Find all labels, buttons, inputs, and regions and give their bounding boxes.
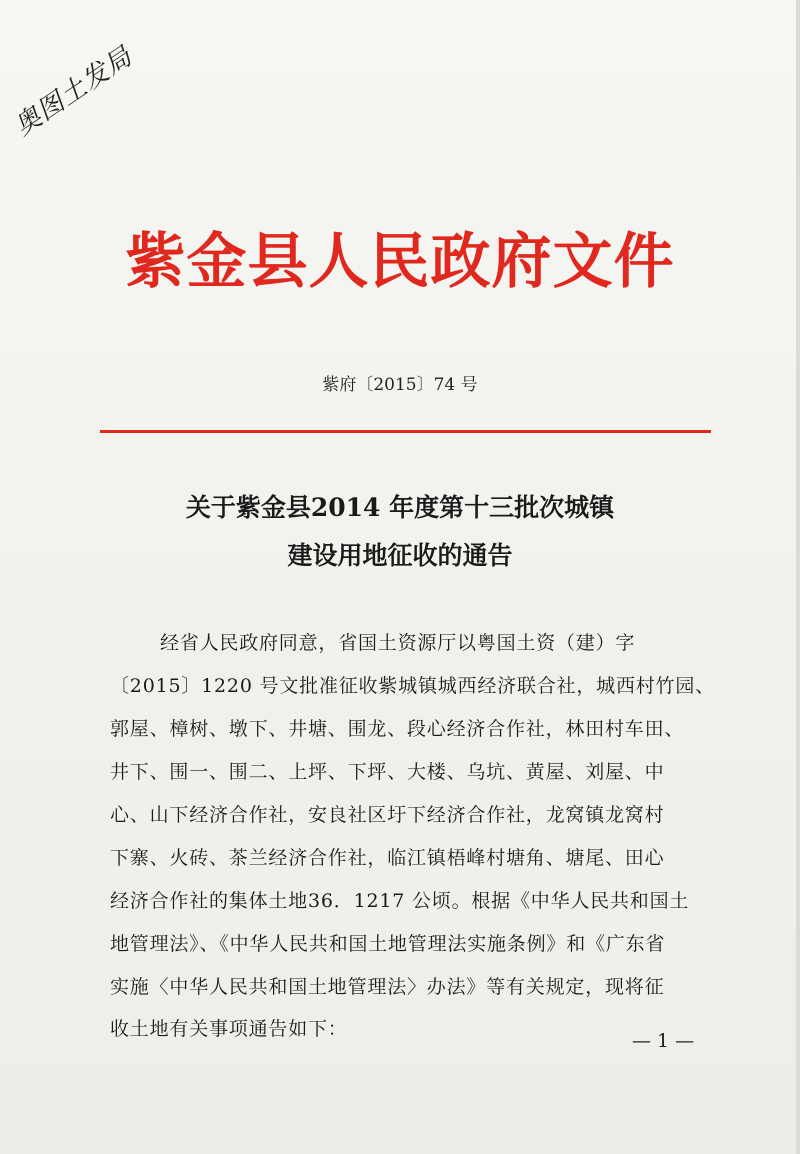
red-divider-line bbox=[100, 430, 711, 433]
header-title: 紫金县人民政府文件 bbox=[125, 227, 675, 297]
page-number: — 1 — bbox=[632, 1030, 695, 1052]
body-line-2: 〔2015〕1220 号文批准征收紫城镇城西经济联合社，城西村竹园、 bbox=[110, 675, 715, 697]
handwritten-note: 奥图土发局 bbox=[9, 41, 139, 142]
body-line-7: 经济合作社的集体土地36．1217 公顷。根据《中华人民共和国土 bbox=[110, 890, 690, 912]
notice-title-line-2: 建设用地征收的通告 bbox=[287, 541, 513, 570]
body-line-1: 经省人民政府同意，省国土资源厅以粤国土资（建）字 bbox=[160, 632, 636, 654]
body-line-4: 井下、围一、围二、上坪、下坪、大楼、乌坑、黄屋、刘屋、中 bbox=[110, 761, 665, 783]
body-line-9: 实施〈中华人民共和国土地管理法〉办法》等有关规定，现将征 bbox=[110, 976, 665, 998]
document-number: 紫府〔2015〕74 号 bbox=[322, 375, 478, 395]
body-line-3: 郭屋、樟树、墩下、井塘、围龙、段心经济合作社，林田村车田、 bbox=[110, 718, 685, 740]
body-line-10: 收土地有关事项通告如下： bbox=[110, 1018, 348, 1040]
body-line-5: 心、山下经济合作社，安良社区圩下经济合作社，龙窝镇龙窝村 bbox=[110, 804, 665, 826]
scan-edge-shadow bbox=[796, 0, 800, 1154]
body-line-6: 下寨、火砖、茶兰经济合作社，临江镇梧峰村塘角、塘尾、田心 bbox=[110, 847, 665, 869]
body-line-8: 地管理法》、《中华人民共和国土地管理法实施条例》和《广东省 bbox=[110, 933, 666, 955]
notice-title-line-1: 关于紫金县2014 年度第十三批次城镇 bbox=[185, 493, 615, 522]
